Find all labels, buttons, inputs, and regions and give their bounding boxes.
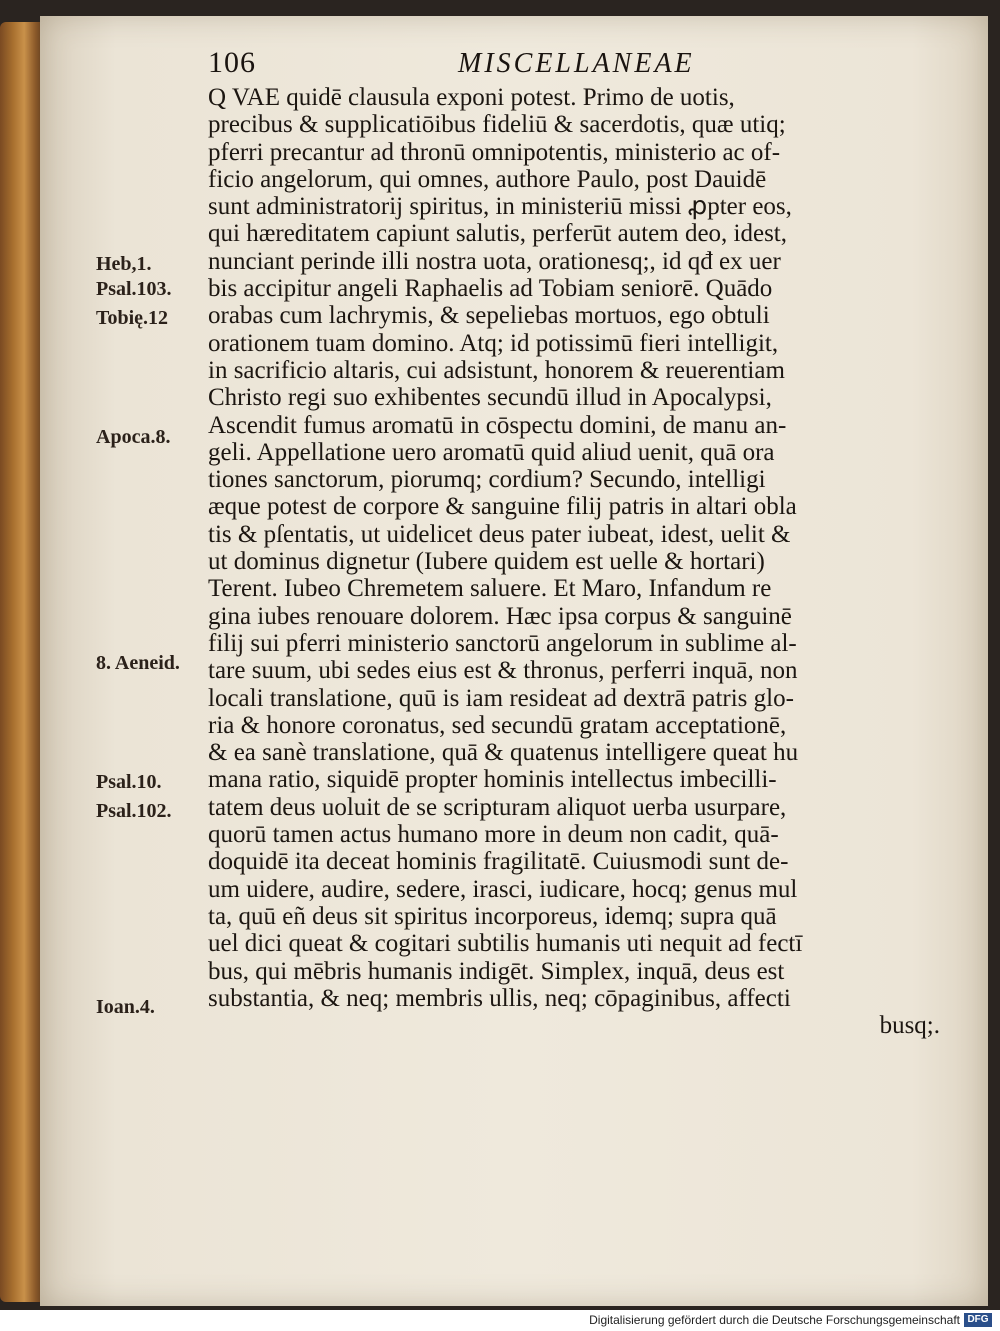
text-line: ficio angelorum, qui omnes, authore Paulo, post Dauidē [208, 165, 767, 193]
text-line: bis accipitur angeli Raphaelis ad Tobiam seniorē. Quādo [208, 275, 773, 303]
text-line: quorū tamen actus humano more in deum non cadit, quā- [208, 821, 779, 849]
text-line: substantia, & neq; membris ullis, neq; cōpaginibus, affecti [208, 984, 791, 1012]
running-title: MISCELLANEAE [458, 48, 695, 79]
text-line: uel dici queat & cogitari subtilis humanis uti nequit ad fectī [208, 930, 803, 958]
footer-bar [0, 1310, 1000, 1331]
text-line: in sacrificio altaris, cui adsistunt, honorem & reuerentiam [208, 356, 785, 384]
text-line: locali translatione, quū is iam resideat ad dextrā patris glo- [208, 684, 794, 712]
text-line: orationem tuam domino. Atq; id potissimū fieri intelligit, [208, 329, 779, 357]
text-line: tare suum, ubi sedes eius est & thronus, perferri inquā, non [208, 657, 798, 685]
margin-note: Psal.102. [96, 800, 172, 822]
margin-note: 8. Aeneid. [96, 652, 180, 674]
text-line: nunciant perinde illi nostra uota, orationesq;, id qđ ex uer [208, 247, 781, 275]
margin-note: Psal.103. [96, 278, 172, 300]
text-line: bus, qui mēbris humanis indigēt. Simplex, inquā, deus est [208, 957, 785, 985]
text-line: tis & pſentatis, ut uidelicet deus pater iubeat, idest, uelit & [208, 520, 791, 548]
text-line: ria & honore coronatus, sed secundū gratam acceptationē, [208, 711, 787, 739]
text-line: doquidē ita deceat hominis fragilitatē. Cuiusmodi sunt de- [208, 848, 789, 876]
text-line: Terent. Iubeo Chremetem saluere. Et Maro, Infandum re [208, 575, 772, 603]
text-line: qui hæreditatem capiunt salutis, perferūt autem deo, idest, [208, 220, 788, 248]
text-line: geli. Appellatione uero aromatū quid aliud uenit, quā ora [208, 438, 775, 466]
dfg-credit: Digitalisierung gefördert durch die Deutsche Forschungsgemeinschaft [589, 1313, 960, 1327]
text-line: precibus & supplicatiōibus fideliū & sacerdotis, quæ utiq; [208, 111, 786, 139]
margin-note: Psal.10. [96, 771, 162, 793]
text-line: tatem deus uoluit de se scripturam aliquot uerba usurpare, [208, 793, 787, 821]
book-page-edges [0, 22, 44, 1302]
text-line: pferri precantur ad thronū omnipotentis, ministerio ac of- [208, 138, 781, 166]
text-line: busq;. [879, 1012, 940, 1040]
text-line: um uidere, audire, sedere, irasci, iudicare, hocq; genus mul [208, 875, 798, 903]
margin-note: Tobię.12 [96, 307, 169, 329]
text-line: Ascendit fumus aromatū in cōspectu domini, de manu an- [208, 411, 787, 439]
text-line: orabas cum lachrymis, & sepeliebas mortuos, ego obtuli [208, 302, 770, 330]
dfg-logo: DFG [964, 1313, 992, 1327]
text-line: Q VAE quidē clausula exponi potest. Primo de uotis, [208, 84, 735, 111]
margin-note: Ioan.4. [96, 996, 155, 1018]
margin-notes [96, 0, 206, 1300]
text-line: & ea sanè translatione, quā & quatenus intelligere queat hu [208, 739, 799, 767]
text-line: sunt administratorij spiritus, in ministeriū missi ꝓpter eos, [208, 193, 792, 221]
text-line: Christo regi suo exhibentes secundū illud in Apocalypsi, [208, 384, 772, 412]
page-number: 106 [208, 46, 256, 79]
text-line: mana ratio, siquidē propter hominis intellectus imbecilli- [208, 766, 777, 794]
text-line: ut dominus dignetur (Iubere quidem est uelle & hortari) [208, 548, 765, 576]
text-line: filij sui pferri ministerio sanctorū angelorum in sublime al- [208, 629, 797, 657]
text-line: tiones sanctorum, piorumq; cordium? Secundo, intelligi [208, 466, 766, 494]
margin-note: Apoca.8. [96, 426, 171, 448]
text-line: gina iubes renouare dolorem. Hæc ipsa corpus & sanguinē [208, 602, 792, 630]
text-line: ta, quū eñ deus sit spiritus incorporeus, idemq; supra quā [208, 902, 777, 930]
page-header [208, 46, 948, 86]
margin-note: Heb,1. [96, 253, 152, 275]
text-line: æque potest de corpore & sanguine filij patris in altari obla [208, 493, 797, 521]
body-text [208, 84, 948, 1039]
